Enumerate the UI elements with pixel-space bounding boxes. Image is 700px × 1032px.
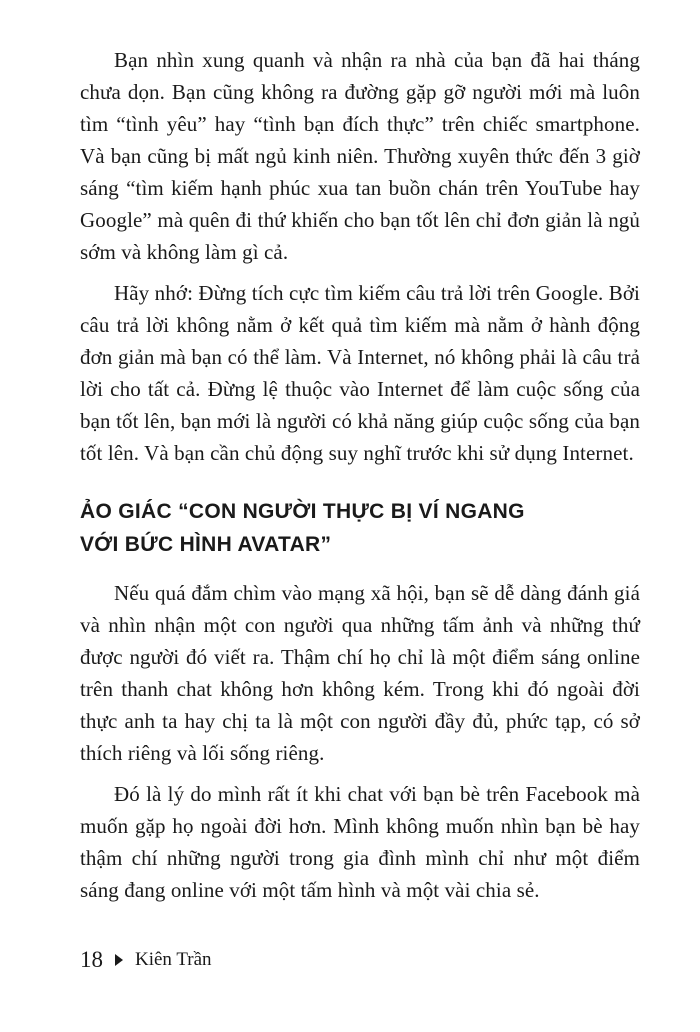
section-heading-line-2: VỚI BỨC HÌNH AVATAR” xyxy=(80,533,332,556)
author-name: Kiên Trần xyxy=(135,949,212,970)
paragraph-1: Bạn nhìn xung quanh và nhận ra nhà của bạn đã hai tháng chưa dọn. Bạn cũng không ra đường gặp gỡ người mới mà luôn tìm “tình yêu” hay “tình bạn đích thực” trên chiếc smartphone. Và bạn cũng bị mất ngủ kinh niên. Thường xuyên thức đến 3 giờ sáng “tìm kiếm hạnh phúc xua tan buồn chán trên YouTube hay Google” mà quên đi thứ khiến cho bạn tốt lên chỉ đơn giản là ngủ sớm và không làm gì cả. xyxy=(80,48,640,264)
page-content xyxy=(80,44,640,915)
page-number: 18 xyxy=(80,947,103,972)
triangle-right-icon xyxy=(115,954,123,966)
paragraph-2: Hãy nhớ: Đừng tích cực tìm kiếm câu trả lời trên Google. Bởi câu trả lời không nằm ở kết quả tìm kiếm mà nằm ở hành động đơn giản mà bạn có thể làm. Và Internet, nó không phải là câu trả lời cho tất cả. Đừng lệ thuộc vào Internet để làm cuộc sống của bạn tốt lên, bạn mới là người có khả năng giúp cuộc sống của bạn tốt lên. Và bạn cần chủ động suy nghĩ trước khi sử dụng Internet. xyxy=(80,281,640,465)
page-footer xyxy=(80,944,212,976)
paragraph-3: Nếu quá đắm chìm vào mạng xã hội, bạn sẽ dễ dàng đánh giá và nhìn nhận một con người qua những tấm ảnh và những thứ được người đó viết ra. Thậm chí họ chỉ là một điểm sáng online trên thanh chat không hơn không kém. Trong khi đó ngoài đời thực anh ta hay chị ta là một con người đầy đủ, phức tạp, có sở thích riêng và lối sống riêng. xyxy=(80,581,640,765)
section-heading-line-1: ẢO GIÁC “CON NGƯỜI THỰC BỊ VÍ NGANG xyxy=(80,500,525,523)
paragraph-4: Đó là lý do mình rất ít khi chat với bạn bè trên Facebook mà muốn gặp họ ngoài đời hơn. Mình không muốn nhìn bạn bè hay thậm chí những người trong gia đình mình chỉ như một điểm sáng đang online với một tấm hình và một vài chia sẻ. xyxy=(80,782,640,902)
section-heading xyxy=(80,495,640,561)
